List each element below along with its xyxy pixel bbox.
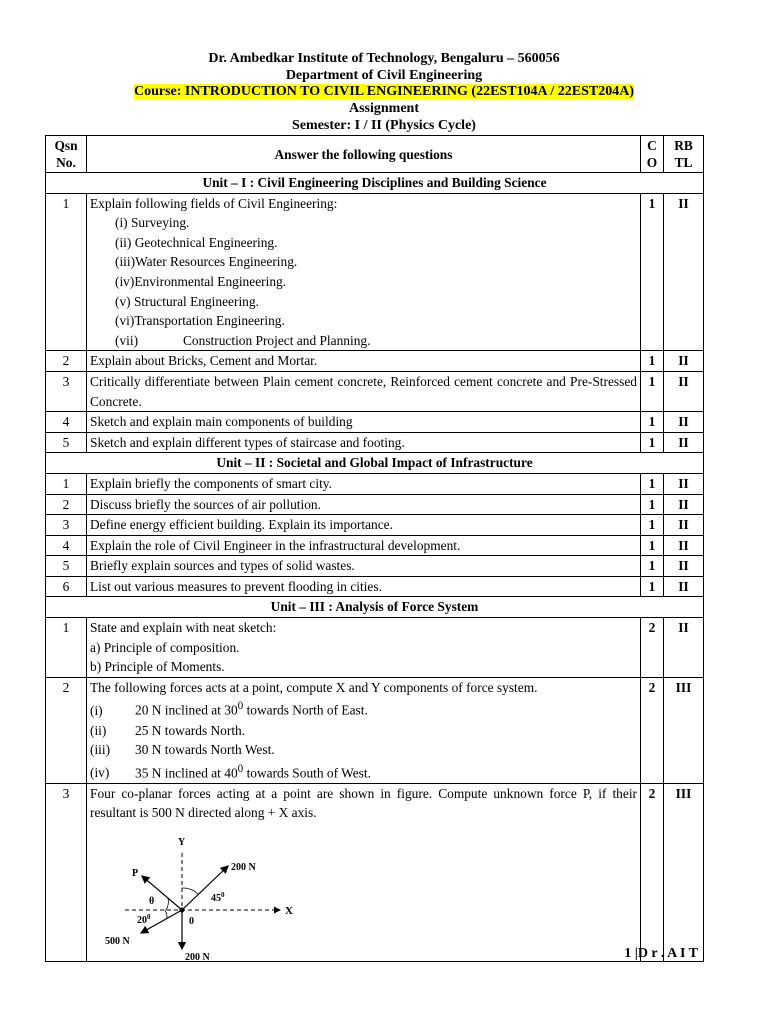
question-text: State and explain with neat sketch: a) Principle of composition. b) Principle of Moments. (87, 618, 641, 678)
angle-20-label: $20^0$ (137, 912, 151, 926)
semester: Semester: I / II (Physics Cycle) (292, 118, 476, 133)
force-p-arrow (142, 876, 182, 910)
angle-45-arc (182, 888, 198, 894)
co-value: 2 (641, 677, 664, 783)
rbtl-value: II (664, 494, 704, 515)
co-value: 1 (641, 412, 664, 433)
table-row (46, 351, 704, 372)
table-row (46, 371, 704, 411)
table-row (46, 515, 704, 536)
list-item: (ii) Geotechnical Engineering. (115, 234, 278, 250)
co-value: 1 (641, 193, 664, 351)
unit-row (46, 597, 704, 618)
question-number: 2 (46, 351, 87, 372)
angle-45-label: $45^0$ (211, 890, 225, 904)
question-text: Critically differentiate between Plain cement concrete, Reinforced cement concrete and Pre-Stressed Concrete. (87, 371, 641, 411)
co-value: 1 (641, 576, 664, 597)
question-text: Sketch and explain main components of building (87, 412, 641, 433)
table-row (46, 473, 704, 494)
rbtl-value: II (664, 576, 704, 597)
question-text: Sketch and explain different types of staircase and footing. (87, 432, 641, 453)
list-item: (vii) Construction Project and Planning. (115, 332, 371, 348)
rbtl-value: II (664, 371, 704, 411)
table-row (46, 576, 704, 597)
table-row (46, 556, 704, 577)
force-diagram (95, 831, 335, 961)
unit2-title: Unit – II : Societal and Global Impact of Infrastructure (46, 453, 704, 474)
question-text: Define energy efficient building. Explain its importance. (87, 515, 641, 536)
co-value: 1 (641, 432, 664, 453)
unit-row (46, 173, 704, 194)
rbtl-value: II (664, 351, 704, 372)
list-item: (iii) 30 N towards North West. (90, 742, 275, 758)
origin-point (180, 907, 185, 912)
question-number: 4 (46, 535, 87, 556)
rbtl-value: II (664, 618, 704, 678)
force-500n-label: 500 N (105, 935, 130, 947)
rbtl-value: III (664, 677, 704, 783)
department-name: Department of Civil Engineering (285, 68, 483, 83)
co-value: 1 (641, 473, 664, 494)
rbtl-value: II (664, 535, 704, 556)
institute-name: Dr. Ambedkar Institute of Technology, Bengaluru – 560056 (208, 51, 560, 66)
course-highlight: Course: INTRODUCTION TO CIVIL ENGINEERING (22EST104A / 22EST204A) (133, 84, 635, 99)
list-item: (iv) 35 N inclined at $40^0$ towards South of West. (90, 762, 371, 781)
question-text: Four co-planar forces acting at a point are shown in figure. Compute unknown force P, if their resultant is 500 N directed along + X axis. Y X 200 N P θ $45^0$ $20^0$ 0 500 N 200 N (87, 783, 641, 961)
question-text: Explain the role of Civil Engineer in the infrastructural development. (87, 535, 641, 556)
unit3-title: Unit – III : Analysis of Force System (46, 597, 704, 618)
question-number: 3 (46, 371, 87, 411)
rbtl-value: III (664, 783, 704, 961)
question-text: Explain briefly the components of smart city. (87, 473, 641, 494)
unit1-title: Unit – I : Civil Engineering Disciplines and Building Science (46, 173, 704, 194)
list-item: a) Principle of composition. (90, 639, 240, 655)
co-header: C O (641, 136, 664, 173)
question-header: Answer the following questions (87, 136, 641, 173)
table-row (46, 618, 704, 678)
question-text: Explain about Bricks, Cement and Mortar. (87, 351, 641, 372)
question-text: List out various measures to prevent flooding in cities. (87, 576, 641, 597)
rbtl-value: II (664, 412, 704, 433)
list-item: (i) Surveying. (115, 215, 190, 231)
angle-theta-arc (166, 898, 168, 910)
co-value: 2 (641, 618, 664, 678)
angle-theta-label: θ (149, 895, 155, 907)
rbtl-value: II (664, 473, 704, 494)
rbtl-value: II (664, 432, 704, 453)
table-row (46, 677, 704, 783)
table-header-row (46, 136, 704, 173)
question-number: 1 (46, 193, 87, 351)
table-row (46, 494, 704, 515)
list-item: (iii)Water Resources Engineering. (115, 254, 298, 270)
list-item: (i) 20 N inclined at $30^0$ towards North of East. (90, 700, 368, 718)
co-value: 1 (641, 515, 664, 536)
co-value: 1 (641, 556, 664, 577)
question-number: 2 (46, 677, 87, 783)
unit-row (46, 453, 704, 474)
rbtl-value: II (664, 193, 704, 351)
list-item: (v) Structural Engineering. (115, 293, 259, 309)
document-type: Assignment (348, 101, 419, 116)
question-text: Briefly explain sources and types of solid wastes. (87, 556, 641, 577)
force-p-label: P (132, 867, 139, 879)
question-number: 2 (46, 494, 87, 515)
origin-label: 0 (189, 915, 194, 927)
force-200n-down-label: 200 N (185, 951, 210, 961)
course-title (0, 83, 768, 100)
y-axis-label: Y (178, 836, 186, 848)
rbtl-header: RB TL (664, 136, 704, 173)
table-row (46, 432, 704, 453)
question-text: Discuss briefly the sources of air pollution. (87, 494, 641, 515)
force-200n-label: 200 N (231, 861, 256, 873)
list-item: (iv)Environmental Engineering. (115, 273, 287, 289)
co-value: 1 (641, 494, 664, 515)
qsn-header: Qsn No. (46, 136, 87, 173)
co-value: 1 (641, 535, 664, 556)
question-number: 6 (46, 576, 87, 597)
table-row (46, 193, 704, 351)
question-number: 5 (46, 556, 87, 577)
list-item: (ii) 25 N towards North. (90, 722, 246, 738)
table-row (46, 783, 704, 961)
force-200n-arrow (182, 866, 228, 910)
question-number: 5 (46, 432, 87, 453)
rbtl-value: II (664, 515, 704, 536)
list-item: (vi)Transportation Engineering. (115, 313, 285, 329)
question-number: 3 (46, 515, 87, 536)
question-number: 4 (46, 412, 87, 433)
angle-20-arc (165, 910, 167, 919)
co-value: 1 (641, 351, 664, 372)
question-text: Explain following fields of Civil Engineering: (i) Surveying. (ii) Geotechnical Engineering. (iii)Water Resources Engineering. (iv)Environmental Engineering. (v) Structural Engineering. (vi)Transportation Engineering. (vii) Construction Project and Planning. (87, 193, 641, 351)
question-number: 1 (46, 473, 87, 494)
rbtl-value: II (664, 556, 704, 577)
page-footer: 1 |D r . A I T (624, 946, 698, 961)
question-number: 1 (46, 618, 87, 678)
question-number: 3 (46, 783, 87, 961)
table-row (46, 412, 704, 433)
table-row (46, 535, 704, 556)
co-value: 2 (641, 783, 664, 961)
list-item: b) Principle of Moments. (90, 659, 225, 675)
co-value: 1 (641, 371, 664, 411)
x-axis-label: X (285, 904, 293, 917)
question-table (45, 135, 704, 962)
question-text: The following forces acts at a point, compute X and Y components of force system. (i) 20 N inclined at $30^0$ towards North of East. (ii) 25 N towards North. (iii) 30 N towards North West. (iv) 35 N inclined at $40^0$ towards South of West. (87, 677, 641, 783)
